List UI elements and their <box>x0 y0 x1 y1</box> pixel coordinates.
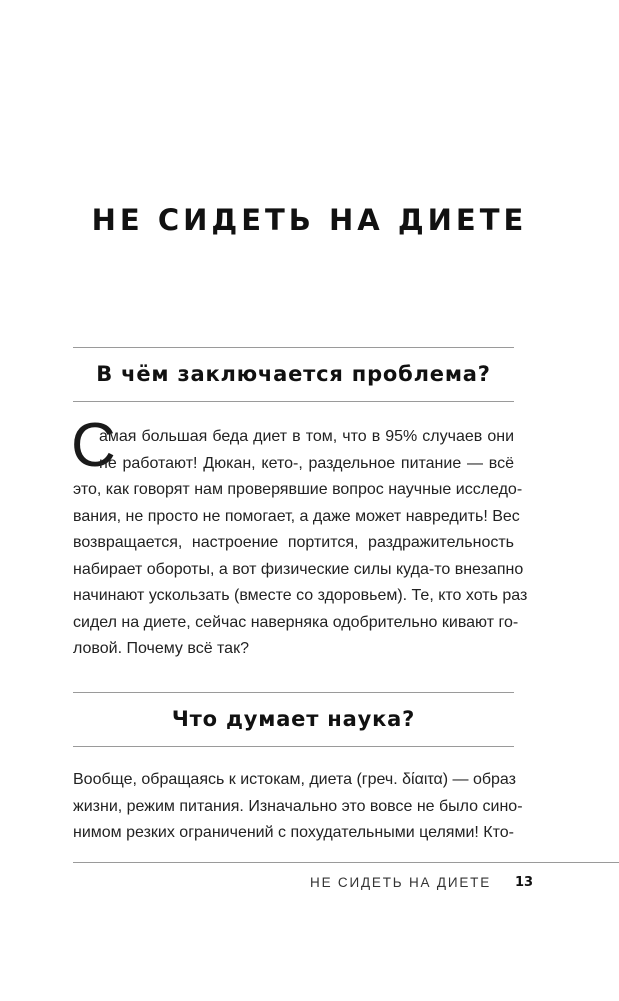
paragraph-line: жизни, режим питания. Изначально это вовсе не было сино- <box>73 797 523 815</box>
section-rule-bottom <box>73 746 514 747</box>
section-rule-top <box>73 347 514 348</box>
page-footer <box>0 875 619 895</box>
running-head: НЕ СИДЕТЬ НА ДИЕТЕ <box>310 875 491 890</box>
section-rule-top <box>73 692 514 693</box>
paragraph-line: набирает обороты, а вот физические силы куда-то внезапно <box>73 560 524 578</box>
section-heading-problem: В чём заключается проблема? <box>96 362 491 386</box>
footer-rule <box>73 862 619 863</box>
paragraph-line: не работают! Дюкан, кето-, раздельное питание — всё <box>99 454 514 472</box>
paragraph-line: амая большая беда диет в том, что в 95% случаев они <box>99 428 514 445</box>
drop-cap: С <box>71 411 116 480</box>
paragraph-problem <box>73 424 528 663</box>
paragraph-line: нимом резких ограничений с похудательными целями! Кто- <box>73 824 514 841</box>
paragraph-line: ловой. Почему всё так? <box>73 640 249 657</box>
section-rule-bottom <box>73 401 514 402</box>
paragraph-science <box>73 767 523 847</box>
paragraph-line: возвращается, настроение портится, раздражительность <box>73 534 514 551</box>
paragraph-line: начинают ускользать (вместе со здоровьем). Те, кто хоть раз <box>73 587 528 604</box>
paragraph-line: сидел на диете, сейчас наверняка одобрительно кивают го- <box>73 613 519 631</box>
chapter-title: НЕ СИДЕТЬ НА ДИЕТЕ <box>91 203 528 237</box>
paragraph-line: это, как говорят нам проверявшие вопрос научные исследо- <box>73 481 523 498</box>
paragraph-line: вания, не просто не помогает, а даже может навредить! Вес <box>73 507 520 525</box>
page-number: 13 <box>515 875 534 890</box>
section-heading-science: Что думает наука? <box>171 707 416 731</box>
paragraph-line: Вообще, обращаясь к истокам, диета (греч. δίαιτα) — образ <box>73 771 516 788</box>
